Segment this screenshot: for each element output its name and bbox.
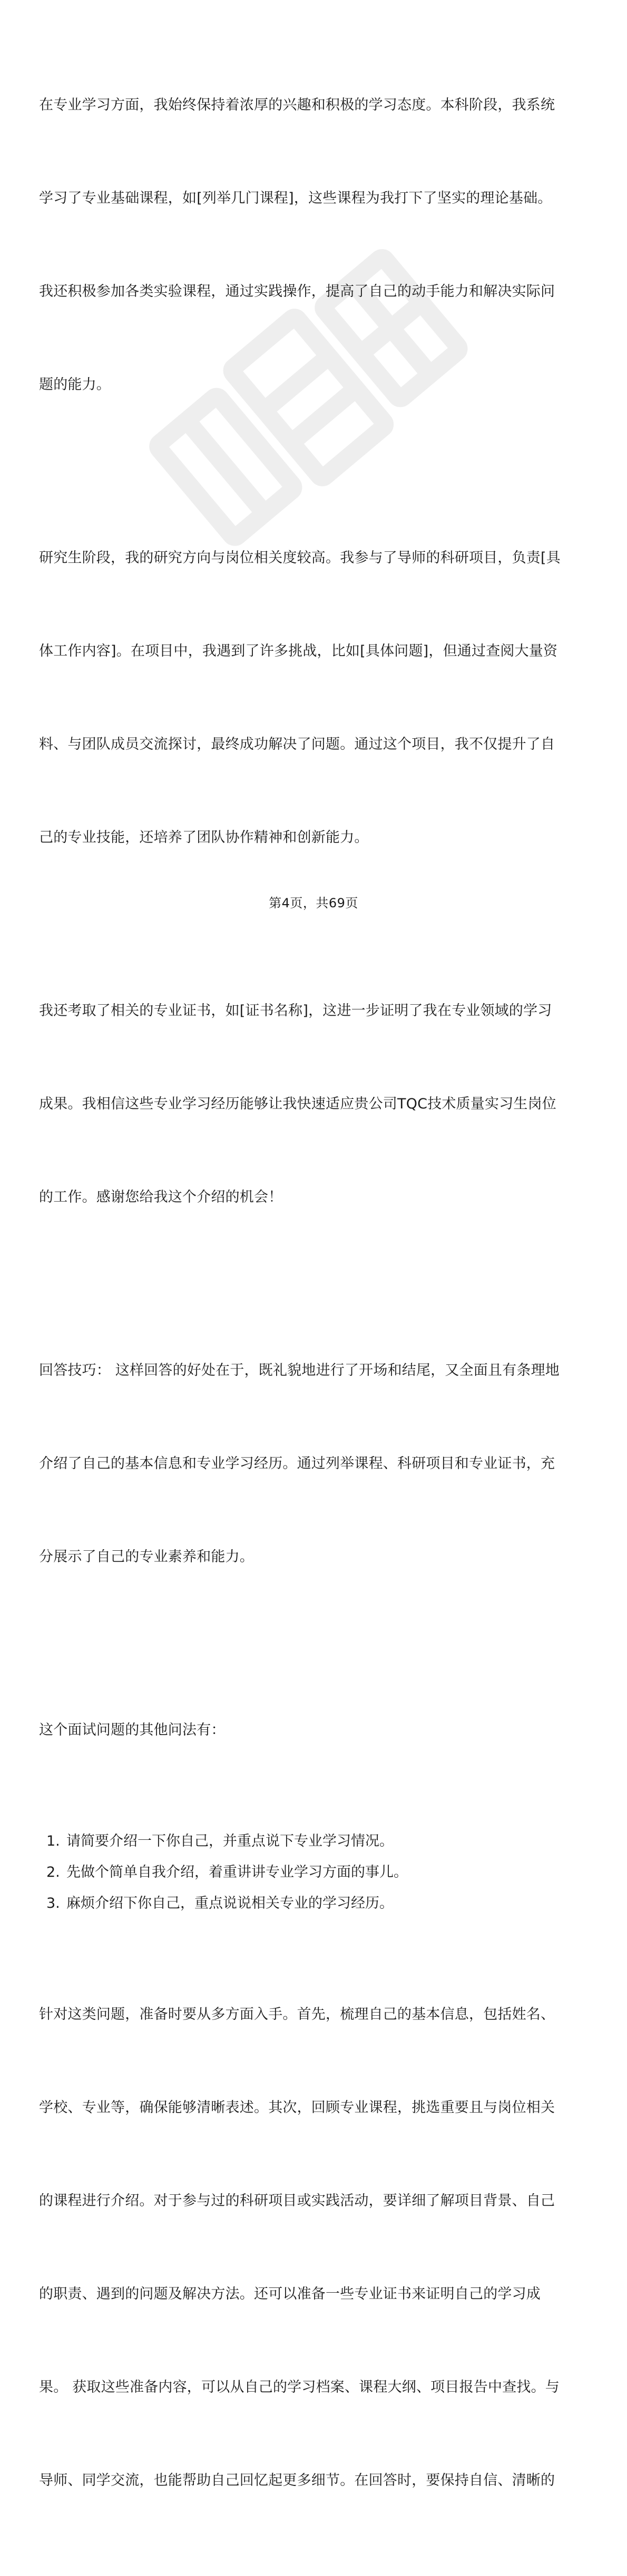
text-line: 针对这类问题，准备时要从多方面入手。首先，梳理自己的基本信息，包括姓名、 bbox=[39, 2006, 555, 2023]
text-line: 体工作内容]。在项目中，我遇到了许多挑战，比如[具体问题]，但通过查阅大量资 bbox=[39, 643, 558, 659]
text-line: 分展示了自己的专业素养和能力。 bbox=[39, 1549, 254, 1565]
paragraph-answer-tips bbox=[39, 1293, 619, 1634]
paragraph-certificates bbox=[39, 933, 619, 1275]
text-line: 回答技巧： 这样回答的好处在于，既礼貌地进行了开场和结尾，又全面且有条理地 bbox=[39, 1362, 560, 1379]
text-line: 在专业学习方面，我始终保持着浓厚的兴趣和积极的学习态度。本科阶段，我系统 bbox=[39, 97, 555, 113]
text-line: 果。 获取这些准备内容，可以从自己的学习档案、课程大纲、项目报告中查找。与 bbox=[39, 2379, 560, 2395]
text-line: 学习了专业基础课程，如[列举几门课程]，这些课程为我打下了坚实的理论基础。 bbox=[39, 190, 552, 206]
list-item bbox=[39, 1826, 619, 1857]
text-line: 这个面试问题的其他问法有： bbox=[39, 1722, 226, 1738]
text-line: 的课程进行介绍。对于参与过的科研项目或实践活动，要详细了解项目背景、自己 bbox=[39, 2193, 555, 2209]
text-line: 的职责、遇到的问题及解决方法。还可以准备一些专业证书来证明自己的学习成 bbox=[39, 2286, 541, 2302]
list-item-number: 3. bbox=[46, 1895, 60, 1911]
text-line: 介绍了自己的基本信息和专业学习经历。通过列举课程、科研项目和专业证书，充 bbox=[39, 1455, 555, 1472]
text-line: 料、与团队成员交流探讨，最终成功解决了问题。通过这个项目，我不仅提升了自 bbox=[39, 736, 555, 752]
alternate-questions-list bbox=[39, 1826, 619, 1919]
list-item-text: 先做个简单自我介绍，着重讲讲专业学习方面的事儿。 bbox=[66, 1864, 408, 1880]
text-line: 成果。我相信这些专业学习经历能够让我快速适应贵公司TQC技术质量实习生岗位 bbox=[39, 1096, 556, 1112]
paragraph-undergraduate-study bbox=[39, 27, 619, 462]
text-line: 学校、专业等，确保能够清晰表述。其次，回顾专业课程，挑选重要且与岗位相关 bbox=[39, 2099, 555, 2116]
list-item-text: 请简要介绍一下你自己，并重点说下专业学习情况。 bbox=[66, 1833, 394, 1849]
text-line: 我还考取了相关的专业证书，如[证书名称]，这进一步证明了我在专业领域的学习 bbox=[39, 1003, 552, 1019]
paragraph-preparation-advice bbox=[39, 1937, 619, 2558]
paragraph-graduate-research bbox=[39, 480, 619, 915]
list-item bbox=[39, 1888, 619, 1919]
list-item-text: 麻烦介绍下你自己，重点说说相关专业的学习经历。 bbox=[66, 1895, 394, 1911]
document-body bbox=[39, 27, 619, 2576]
list-item-number: 1. bbox=[46, 1833, 60, 1849]
text-line: 导师、同学交流，也能帮助自己回忆起更多细节。在回答时，要保持自信、清晰的 bbox=[39, 2472, 555, 2489]
page-number-footer: 第4页，共69页 bbox=[269, 896, 358, 910]
text-line: 题的能力。 bbox=[39, 377, 111, 393]
list-item-number: 2. bbox=[46, 1864, 60, 1880]
text-line: 研究生阶段，我的研究方向与岗位相关度较高。我参与了导师的科研项目，负责[具 bbox=[39, 550, 561, 566]
text-line: 己的专业技能，还培养了团队协作精神和创新能力。 bbox=[39, 829, 369, 846]
text-line: 的工作。感谢您给我这个介绍的机会！ bbox=[39, 1189, 283, 1205]
list-item bbox=[39, 1857, 619, 1888]
paragraph-alternate-questions-intro bbox=[39, 1652, 619, 1808]
text-line: 我还积极参加各类实验课程，通过实践操作，提高了自己的动手能力和解决实际问 bbox=[39, 283, 555, 300]
